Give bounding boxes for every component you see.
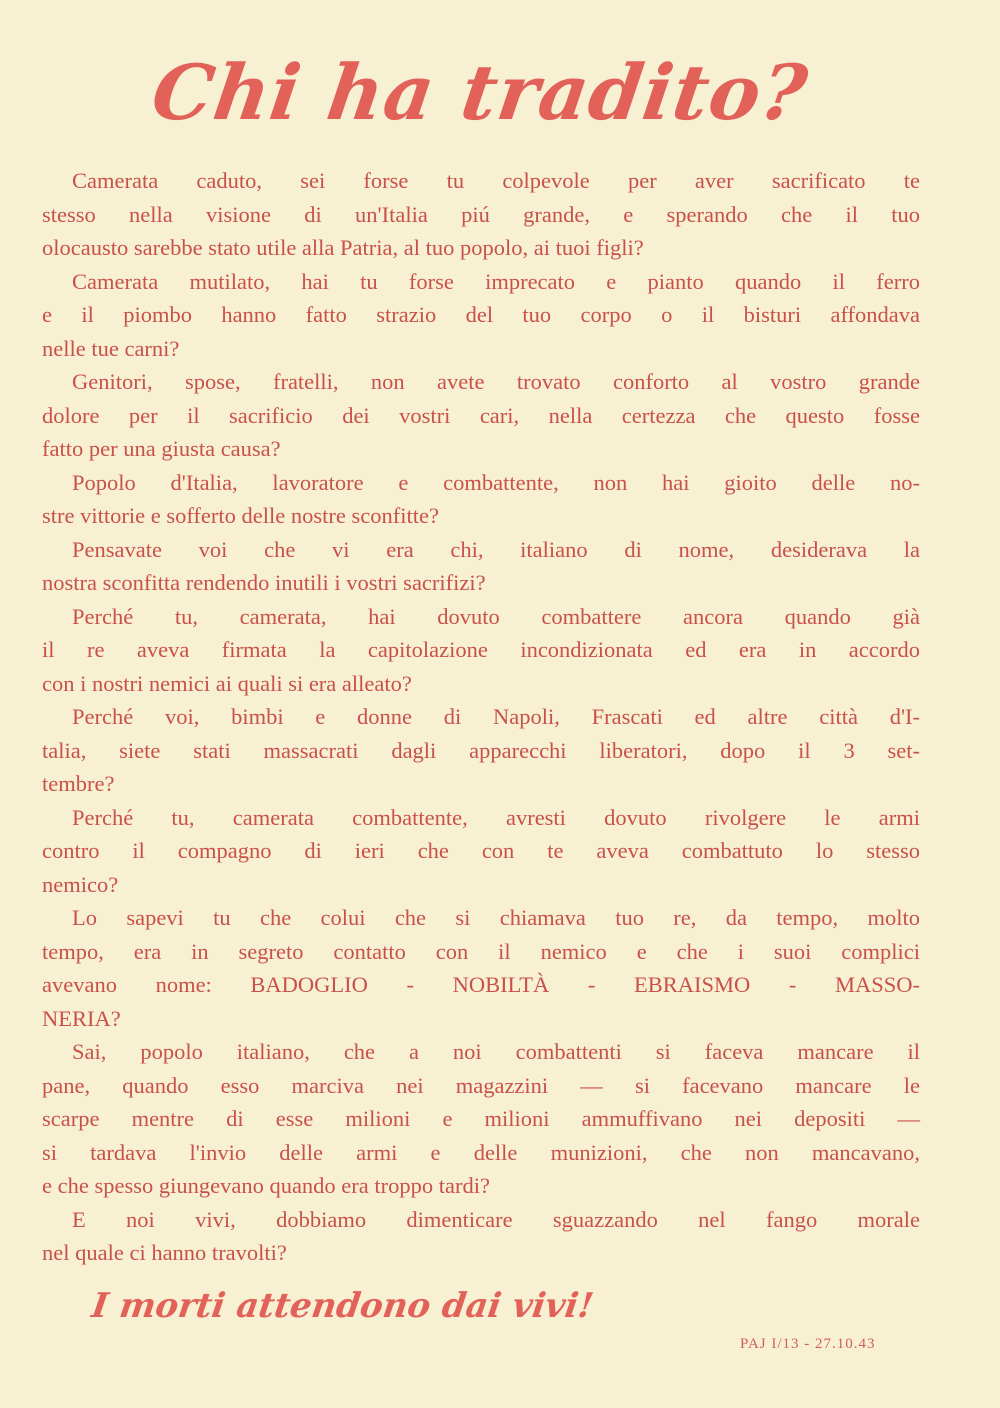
- text-line: Popolo d'Italia, lavoratore e combattente, non hai gioito delle no-: [72, 469, 920, 495]
- text-line: nel quale ci hanno travolti?: [42, 1240, 287, 1265]
- text-line: olocausto sarebbe stato utile alla Patria, al tuo popolo, ai tuoi figli?: [42, 235, 644, 260]
- document-reference: PAJ I/13 - 27.10.43: [740, 1336, 876, 1352]
- text-line: Camerata mutilato, hai tu forse imprecato e pianto quando il ferro: [72, 268, 920, 294]
- text-line: Sai, popolo italiano, che a noi combattenti si faceva mancare il: [72, 1039, 920, 1064]
- paragraph: [42, 700, 920, 801]
- text-line: tempo, era in segreto contatto con il nemico e che i suoi complici: [42, 938, 920, 964]
- closing-slogan: I morti attendono dai vivi!: [89, 1286, 596, 1326]
- text-line: Lo sapevi tu che colui che si chiamava tuo re, da tempo, molto: [72, 905, 920, 930]
- text-line: scarpe mentre di esse milioni e milioni ammuffivano nei depositi —: [42, 1106, 920, 1131]
- paragraph: [42, 801, 920, 902]
- text-line: stesso nella visione di un'Italia piú grande, e sperando che il tuo: [42, 201, 920, 227]
- text-line: tembre?: [42, 771, 115, 796]
- paragraph: [42, 533, 920, 600]
- paragraph: [42, 365, 920, 466]
- text-line: fatto per una giusta causa?: [42, 436, 281, 461]
- text-line: dolore per il sacrificio dei vostri cari, nella certezza che questo fosse: [42, 402, 920, 428]
- text-line: pane, quando esso marciva nei magazzini — si facevano mancare le: [42, 1072, 920, 1098]
- text-line: e il piombo hanno fatto strazio del tuo corpo o il bisturi affondava: [42, 302, 920, 327]
- text-line: Perché tu, camerata combattente, avresti dovuto rivolgere le armi: [72, 804, 920, 830]
- text-line: avevano nome: BADOGLIO - NOBILTÀ - EBRAISMO - MASSO-: [42, 972, 920, 997]
- paragraph: [42, 600, 920, 701]
- text-line: contro il compagno di ieri che con te aveva combattuto lo stesso: [42, 838, 920, 863]
- text-line: Perché voi, bimbi e donne di Napoli, Frascati ed altre città d'I-: [72, 704, 920, 729]
- paragraph: [42, 164, 920, 265]
- text-line: Pensavate voi che vi era chi, italiano di nome, desiderava la: [72, 536, 920, 562]
- paragraph: [42, 1203, 920, 1270]
- text-line: NERIA?: [42, 1005, 121, 1031]
- text-line: Genitori, spose, fratelli, non avete trovato conforto al vostro grande: [72, 369, 920, 394]
- leaflet-body: [42, 164, 920, 1270]
- text-line: talia, siete stati massacrati dagli apparecchi liberatori, dopo il 3 set-: [42, 737, 920, 763]
- text-line: Camerata caduto, sei forse tu colpevole per aver sacrificato te: [72, 168, 920, 193]
- text-line: con i nostri nemici ai quali si era alleato?: [42, 670, 412, 696]
- text-line: E noi vivi, dobbiamo dimenticare sguazzando nel fango morale: [72, 1206, 920, 1232]
- text-line: si tardava l'invio delle armi e delle munizioni, che non mancavano,: [42, 1139, 920, 1165]
- leaflet-title: Chi ha tradito?: [146, 48, 814, 137]
- text-line: Perché tu, camerata, hai dovuto combattere ancora quando già: [72, 603, 920, 629]
- text-line: e che spesso giungevano quando era troppo tardi?: [42, 1173, 490, 1198]
- text-line: nostra sconfitta rendendo inutili i vostri sacrifizi?: [42, 570, 486, 595]
- paragraph: [42, 466, 920, 533]
- text-line: nelle tue carni?: [42, 335, 180, 361]
- paragraph: [42, 1035, 920, 1203]
- paragraph: [42, 265, 920, 366]
- text-line: stre vittorie e sofferto delle nostre sconfitte?: [42, 503, 439, 528]
- paragraph: [42, 901, 920, 1035]
- text-line: nemico?: [42, 871, 119, 897]
- text-line: il re aveva firmata la capitolazione incondizionata ed era in accordo: [42, 637, 920, 662]
